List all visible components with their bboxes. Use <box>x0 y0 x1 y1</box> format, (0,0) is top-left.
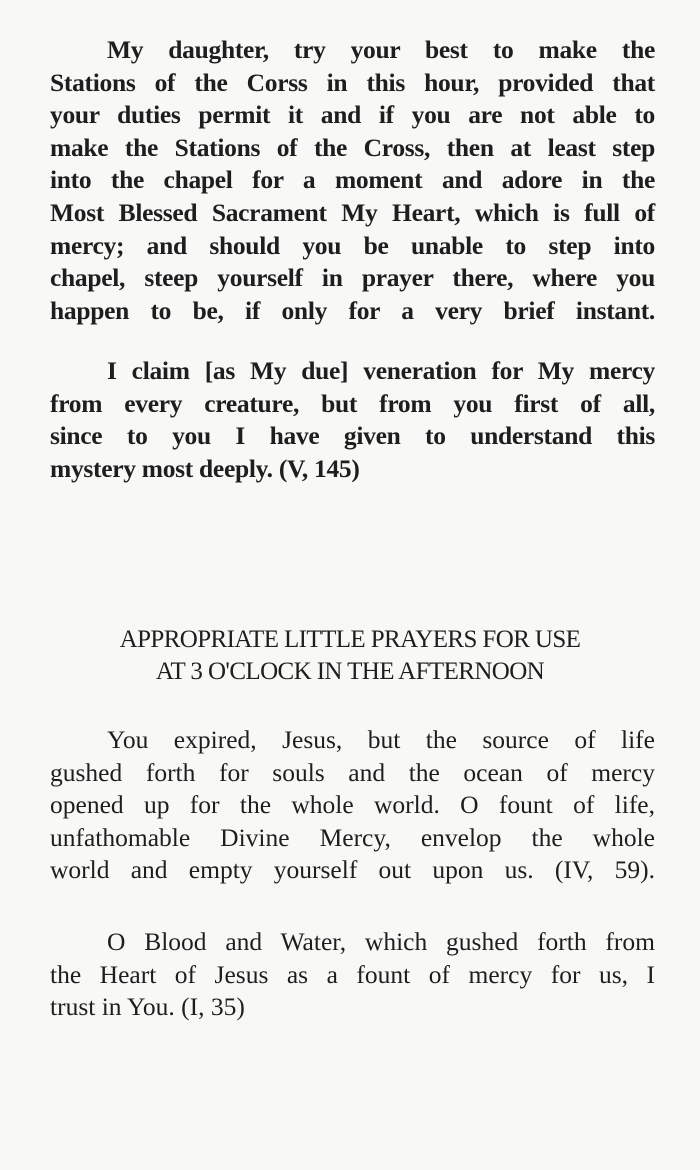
paragraph-you-expired <box>50 724 655 887</box>
text-line: My daughter, try your best to make the <box>107 35 655 64</box>
text-line: You expired, Jesus, but the source of life <box>107 725 655 754</box>
text-line: O Blood and Water, which gushed forth from <box>107 927 655 956</box>
text-line: mercy; and should you be unable to step into <box>50 230 655 260</box>
paragraph-stations-of-the-cross <box>50 34 655 327</box>
text-line: opened up for the whole world. O fount of life, <box>50 790 655 820</box>
text-line: happen to be, if only for a very brief instant. <box>50 295 655 325</box>
text-line: trust in You. (I, 35) <box>50 992 245 1022</box>
text-line: I claim [as My due] veneration for My mercy <box>107 356 655 385</box>
heading-line: APPROPRIATE LITTLE PRAYERS FOR USE <box>119 626 581 653</box>
text-line: from every creature, but from you first of all, <box>50 388 655 418</box>
text-line: world and empty yourself out upon us. (IV, 59). <box>50 855 655 885</box>
text-line: gushed forth for souls and the ocean of mercy <box>50 757 655 787</box>
text-line: into the chapel for a moment and adore in the <box>50 165 655 195</box>
text-line: since to you I have given to understand this <box>50 421 655 451</box>
text-line: mystery most deeply. (V, 145) <box>50 453 360 483</box>
text-line: Most Blessed Sacrament My Heart, which is full of <box>50 197 655 227</box>
text-line: your duties permit it and if you are not able to <box>50 100 655 130</box>
text-line: Stations of the Corss in this hour, provided that <box>50 67 655 97</box>
text-line: the Heart of Jesus as a fount of mercy for us, I <box>50 959 655 989</box>
text-line: make the Stations of the Cross, then at least step <box>50 132 655 162</box>
text-line: unfathomable Divine Mercy, envelop the whole <box>50 822 655 852</box>
text-line: chapel, steep yourself in prayer there, where you <box>50 263 655 293</box>
section-heading <box>0 624 700 688</box>
heading-line: AT 3 O'CLOCK IN THE AFTERNOON <box>155 658 545 685</box>
paragraph-blood-and-water <box>50 926 655 1024</box>
paragraph-veneration <box>50 355 655 485</box>
